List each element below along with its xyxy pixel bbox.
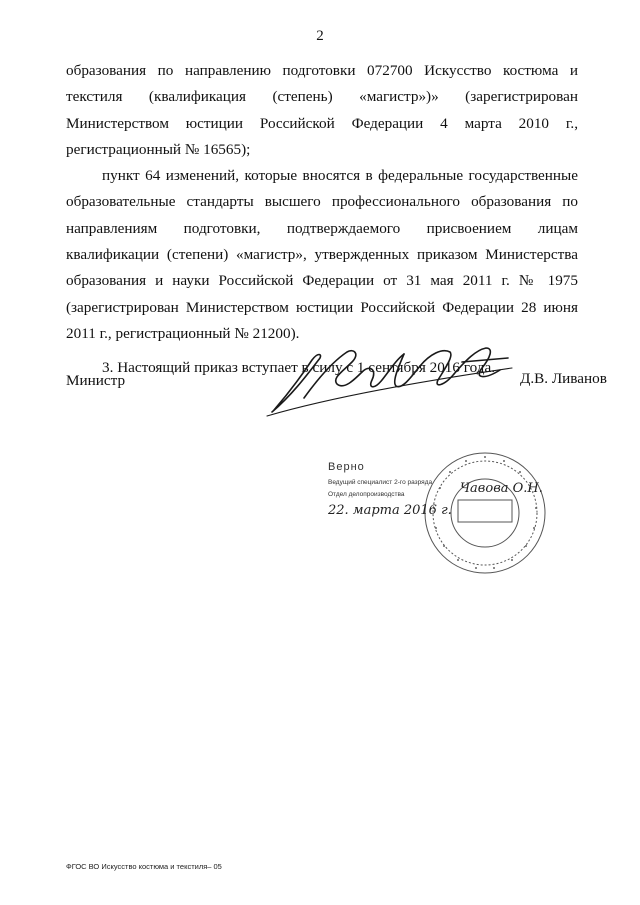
handwritten-signature <box>262 340 522 420</box>
page-number: 2 <box>316 28 324 44</box>
signatory-name: Д.В. Ливанов <box>520 370 607 387</box>
paragraph-3: 3. Настоящий приказ вступает в силу с 1 сентября 2016 года. <box>102 359 496 377</box>
document-body <box>66 58 578 382</box>
certification-date: 22. марта 2016 г. <box>328 503 452 518</box>
certification-position: Ведущий специалист 2-го разряда <box>328 479 433 486</box>
paragraph-1: образования по направлению подготовки 072700 Искусство костюма и текстиля (квалификация (степень) «магистр»)» (зарегистрирован Министерством юстиции Российской Федерации 4 марта 2010 г., регистрационный № 16565); <box>66 62 578 158</box>
certification-department: Отдел делопроизводства <box>328 491 405 498</box>
document-footer: ФГОС ВО Искусство костюма и текстиля– 05 <box>66 862 222 871</box>
certification-signer: Чавова О.Н. <box>460 481 543 496</box>
signatory-title: Министр <box>66 372 126 389</box>
certification-block <box>320 455 560 565</box>
certification-verno: Верно <box>328 461 365 473</box>
paragraph-2: пункт 64 изменений, которые вносятся в федеральные государственные образовательные стандарты высшего профессионального образования по направлениям подготовки, подтверждаемого присвоением лицам квалификации (степени) «магистр», утвержденных приказом Министерства образования и науки Российской Федерации от 31 мая 2011 г. № 1975 (зарегистрирован Министерством юстиции Российской Федерации 28 июня 2011 г., регистрационный № 21200). <box>66 167 578 342</box>
